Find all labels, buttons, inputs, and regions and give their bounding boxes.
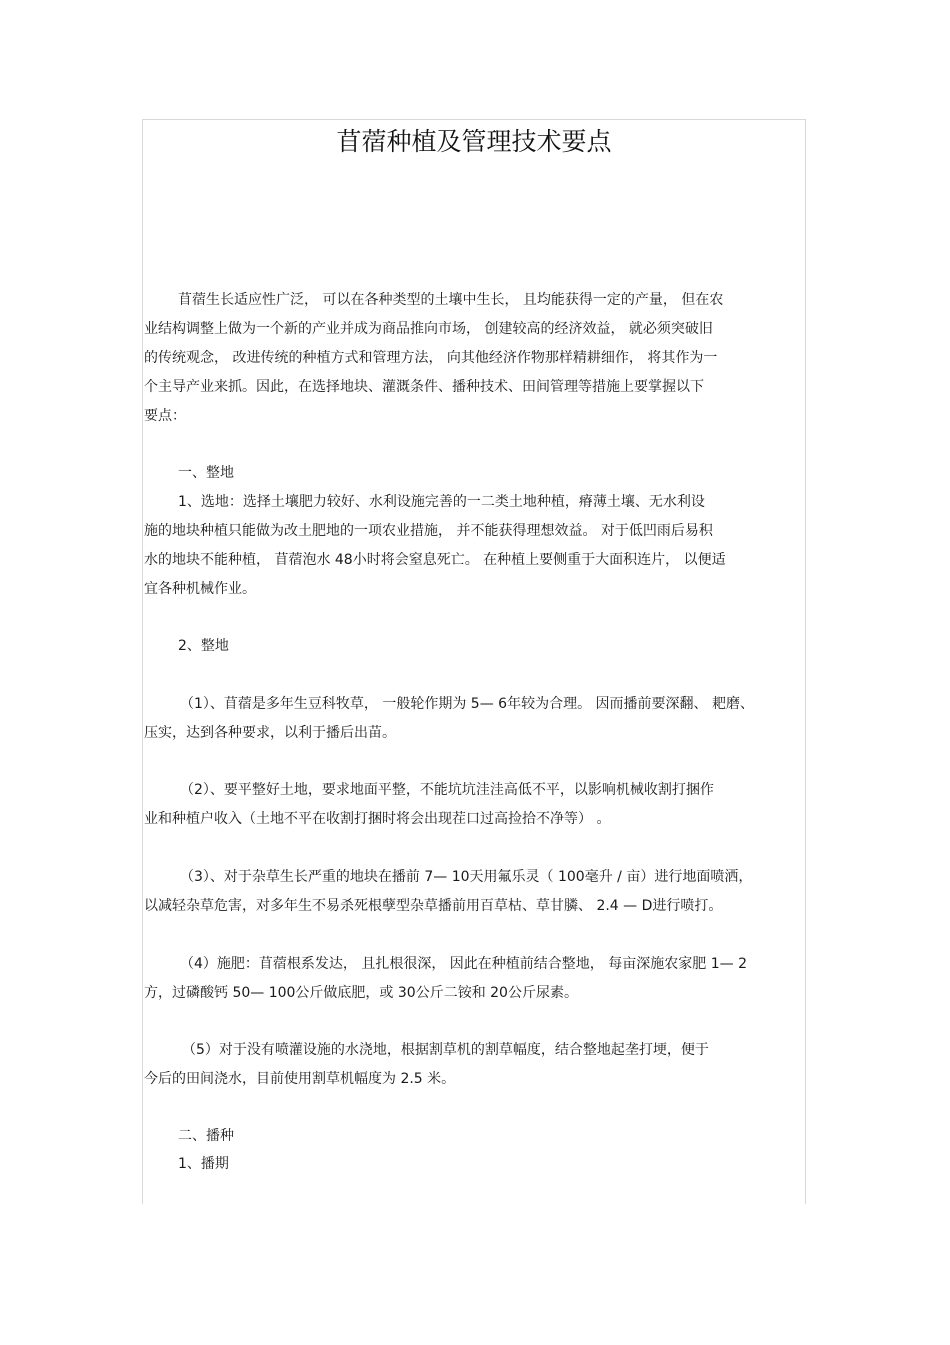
intro-line-2: 业结构调整上做为一个新的产业并成为商品推向市场， 创建较高的经济效益， 就必须突破旧 (144, 321, 713, 337)
p2-line-2: 业和种植户收入（土地不平在收割打捆时将会出现茬口过高捡拾不净等） 。 (144, 811, 611, 827)
section2-item1-heading: 1、播期 (178, 1156, 229, 1172)
p3-line-2: 以减轻杂草危害，对多年生不易杀死根孽型杂草播前用百草枯、草甘膦、 2.4 — D进行喷打。 (144, 898, 723, 914)
document-title: 苜蓿种植及管理技术要点 (336, 127, 612, 156)
item1-line-2: 施的地块种植只能做为改土肥地的一项农业措施， 并不能获得理想效益。 对于低凹雨后易积 (144, 523, 713, 539)
p5-line-2: 今后的田间浇水，目前使用割草机幅度为 2.5 米。 (144, 1071, 456, 1087)
item2-heading: 2、整地 (178, 638, 229, 654)
p4-line-2: 方，过磷酸钙 50— 100公斤做底肥，或 30公斤二铵和 20公斤尿素。 (144, 985, 578, 1001)
intro-line-1: 苜蓿生长适应性广泛， 可以在各种类型的土壤中生长， 且均能获得一定的产量， 但在农 (178, 292, 724, 308)
intro-line-5: 要点： (144, 408, 186, 424)
intro-line-4: 个主导产业来抓。因此，在选择地块、灌溉条件、播种技术、田间管理等措施上要掌握以下 (144, 379, 704, 395)
p3-line-1: （3）、对于杂草生长严重的地块在播前 7— 10天用氟乐灵（ 100毫升 / 亩）进行地面喷洒， (180, 869, 753, 885)
p2-line-1: （2）、要平整好土地，要求地面平整，不能坑坑洼洼高低不平，以影响机械收割打捆作 (180, 782, 714, 798)
section-heading-1: 一、整地 (178, 465, 234, 481)
p1-line-2: 压实，达到各种要求，以利于播后出苗。 (144, 725, 396, 741)
intro-line-3: 的传统观念， 改进传统的种植方式和管理方法， 向其他经济作物那样精耕细作， 将其作为一 (144, 350, 718, 366)
p1-line-1: （1）、苜蓿是多年生豆科牧草， 一般轮作期为 5— 6年较为合理。 因而播前要深翻、 耙磨、 (180, 696, 754, 712)
item1-line-1: 1、选地：选择土壤肥力较好、水利设施完善的一二类土地种植，瘠薄土壤、无水利设 (178, 494, 705, 510)
section-heading-2: 二、播种 (178, 1128, 234, 1144)
p5-line-1: （5）对于没有喷灌设施的水浇地，根据割草机的割草幅度，结合整地起垄打埂，便于 (182, 1042, 709, 1058)
item1-line-4: 宜各种机械作业。 (144, 581, 256, 597)
item1-line-3: 水的地块不能种植， 苜蓿泡水 48小时将会窒息死亡。 在种植上要侧重于大面积连片， 以便适 (144, 552, 726, 568)
p4-line-1: （4）施肥：苜蓿根系发达， 且扎根很深， 因此在种植前结合整地， 每亩深施农家肥 1— 2 (180, 956, 747, 972)
